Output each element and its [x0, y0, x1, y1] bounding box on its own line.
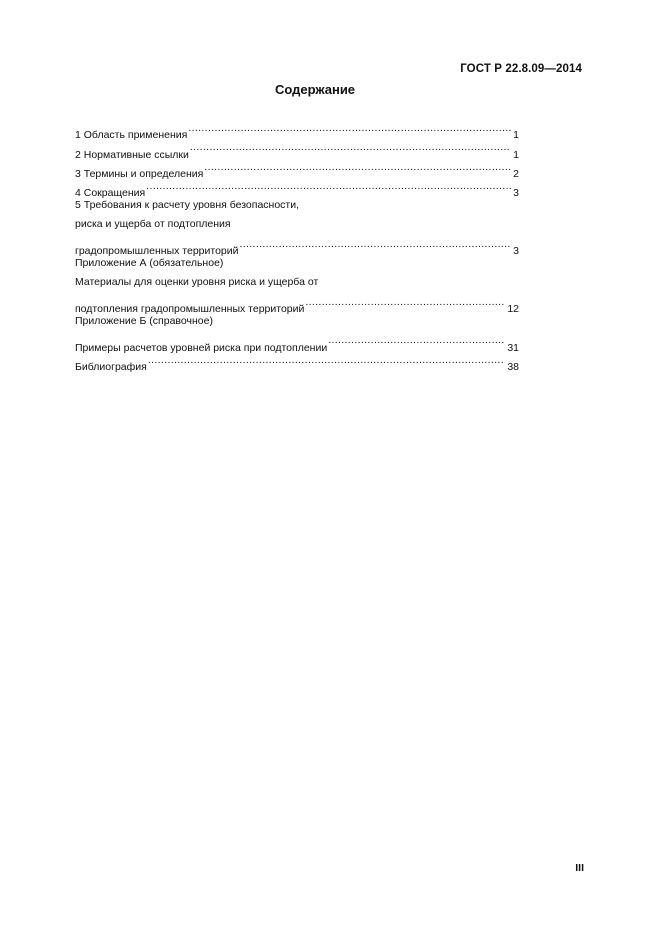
toc-entry-page: 31	[507, 341, 519, 354]
page-number: III	[575, 862, 584, 874]
toc-dot-leader	[239, 235, 511, 254]
toc-entry[interactable]	[75, 254, 519, 273]
toc-entry-text: Материалы для оценки уровня риска и ущерба от	[75, 276, 319, 289]
toc-title: Содержание	[274, 82, 356, 97]
toc-entry-page: 38	[507, 360, 519, 373]
toc-entry-page: 3	[513, 245, 519, 258]
toc-entry-text: Приложение Б (справочное)	[75, 314, 213, 327]
table-of-contents	[75, 119, 519, 373]
toc-entry-text: 2 Нормативные ссылки	[75, 148, 189, 161]
toc-entry-text: Приложение А (обязательное)	[75, 257, 224, 270]
toc-entry-text: Примеры расчетов уровней риска при подтоплении	[75, 341, 328, 354]
toc-entry-text: 5 Требования к расчету уровня безопасности,	[75, 199, 300, 212]
toc-dot-leader	[305, 293, 505, 312]
toc-entry-text: Библиография	[75, 360, 147, 373]
toc-entry-text: 3 Термины и определения	[75, 167, 204, 180]
toc-dot-leader	[204, 158, 511, 177]
toc-entry-text: подтопления градопромышленных территорий	[75, 302, 305, 315]
toc-entry[interactable]	[75, 235, 519, 258]
toc-dot-leader	[328, 331, 505, 350]
toc-dot-leader	[190, 138, 511, 157]
toc-entry[interactable]	[75, 196, 519, 215]
toc-entry[interactable]	[75, 331, 519, 354]
toc-dot-leader	[188, 119, 511, 138]
toc-entry-text: 4 Сокращения	[75, 187, 146, 200]
toc-entry-text: риска и ущерба от подтопления	[75, 218, 231, 231]
toc-dot-leader	[148, 351, 505, 370]
toc-entry-page: 1	[513, 129, 519, 142]
toc-entry[interactable]	[75, 293, 519, 315]
toc-entry-text: 1 Область применения	[75, 129, 188, 142]
toc-entry[interactable]	[75, 119, 519, 142]
toc-entry-page: 12	[507, 302, 519, 315]
toc-entry[interactable]	[75, 215, 519, 234]
toc-entry[interactable]	[75, 273, 519, 292]
toc-entry-page: 2	[513, 167, 519, 180]
toc-entry-text: градопромышленных территорий	[75, 245, 239, 258]
toc-dot-leader	[146, 177, 511, 196]
document-code: ГОСТ Р 22.8.09—2014	[460, 63, 582, 75]
toc-entry-page: 1	[513, 148, 519, 161]
toc-entry-page: 3	[513, 187, 519, 200]
